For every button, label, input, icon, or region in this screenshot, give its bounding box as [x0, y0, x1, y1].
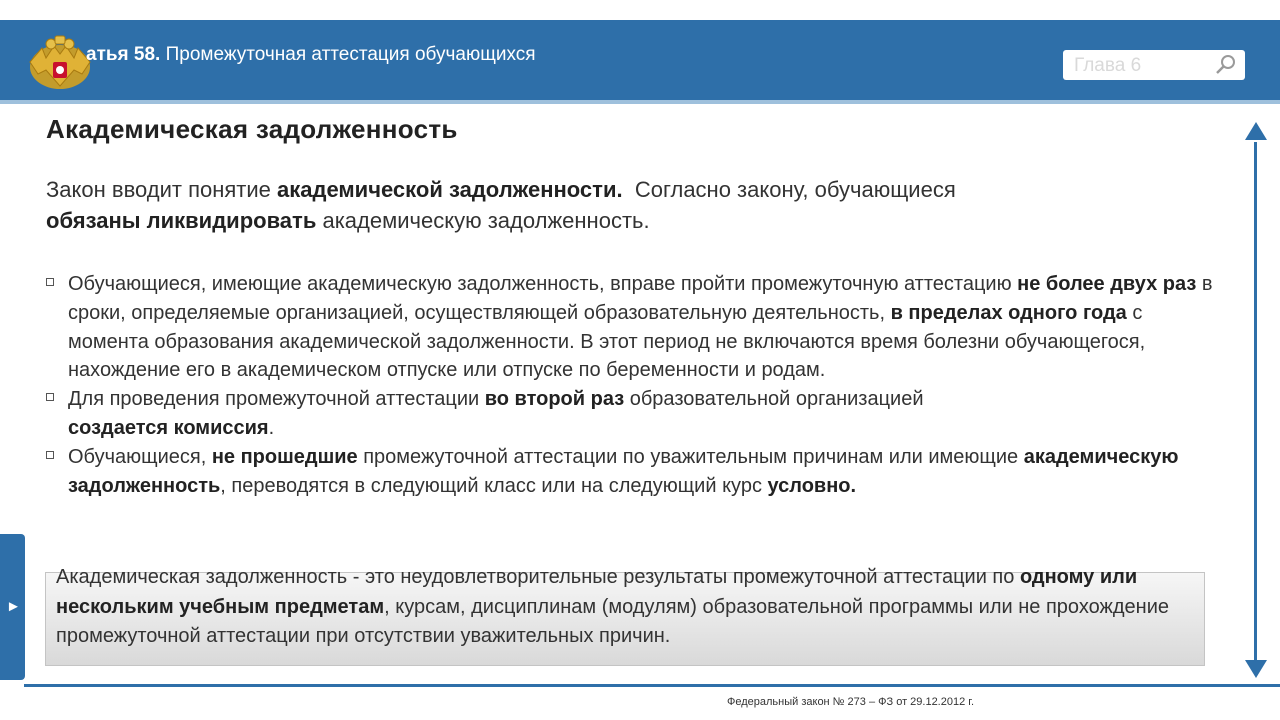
bullet-marker: [46, 393, 54, 401]
definition-text: [56, 563, 1196, 652]
intro-text-2: Согласно закону, обучающиеся: [622, 177, 962, 202]
article-title: Промежуточная аттестация обучающихся: [165, 44, 536, 65]
side-nav-tab[interactable]: [0, 534, 25, 680]
intro-bold-1: академической задолженности.: [277, 177, 623, 202]
scrollbar-track[interactable]: [1254, 142, 1257, 660]
bullet-bold: создается комиссия: [68, 416, 269, 439]
bullet-text: Обучающиеся, имеющие академическую задолженность, вправе пройти промежуточную аттестацию: [68, 273, 1018, 295]
bullet-text: .: [268, 416, 275, 439]
triangle-up-icon[interactable]: [1245, 122, 1267, 140]
search-input[interactable]: Глава 6: [1074, 55, 1142, 76]
definition-bold: одному или нескольким учебным предметам: [56, 566, 1138, 618]
intro-bold-2: обязаны ликвидировать: [46, 208, 317, 233]
bullet-text: промежуточной аттестации по уважительным причинам или имеющие: [357, 445, 1024, 468]
search-box[interactable]: [1063, 50, 1245, 80]
definition-text-2: , курсам, дисциплинам (модулям) образовательной программы или не прохождение промежуточной аттестации при отсутствии уважительных причин.: [56, 595, 1170, 647]
footer-source: Федеральный закон № 273 – ФЗ от 29.12.2012 г.: [727, 696, 974, 708]
bullet-text: , переводятся в следующий класс или на следующий курс: [220, 474, 768, 497]
bullet-text: Для проведения промежуточной аттестации: [68, 388, 485, 411]
bullet-bold: во второй раз: [484, 388, 625, 411]
list-item: [46, 270, 1216, 385]
bullet-marker: [46, 278, 54, 286]
intro-text-3: академическую задолженность.: [316, 208, 650, 233]
header-strip: [0, 100, 1280, 104]
bullet-bold: в пределах одного года: [890, 301, 1127, 324]
definition-text-1: Академическая задолженность - это неудовлетворительные результаты промежуточной аттестации по: [56, 566, 1020, 588]
bullet-bold: академическую задолженность: [68, 445, 1179, 497]
top-margin: [0, 0, 1280, 20]
search-icon[interactable]: [1215, 54, 1237, 76]
bullet-text: в сроки, определяемые организацией, осуществляющей образовательную деятельность,: [68, 273, 1213, 324]
intro-paragraph: [46, 174, 1196, 236]
footer-divider: [24, 684, 1280, 687]
play-arrow-icon[interactable]: ►: [6, 598, 21, 615]
intro-text-1: Закон вводит понятие: [46, 177, 278, 202]
article-number: атья 58.: [86, 44, 161, 65]
bullet-text: образовательной организацией: [624, 388, 924, 411]
bullet-text: Обучающиеся,: [68, 445, 212, 468]
bullet-bold: условно.: [767, 474, 857, 497]
page-title: Академическая задолженность: [46, 114, 458, 144]
bullet-bold: не прошедшие: [211, 445, 358, 468]
bullet-list: [46, 270, 1216, 500]
header-title: [86, 44, 536, 66]
bullet-marker: [46, 451, 54, 459]
bullet-text: с момента образования академической задолженности. В этот период не включаются время болезни обучающегося, нахождение его в академическом отпуске или отпуске по беременности и родам.: [68, 301, 1146, 382]
bullet-bold: не более двух раз: [1017, 273, 1197, 295]
list-item: [46, 443, 1216, 501]
triangle-down-icon[interactable]: [1245, 660, 1267, 678]
list-item: [46, 385, 1216, 443]
